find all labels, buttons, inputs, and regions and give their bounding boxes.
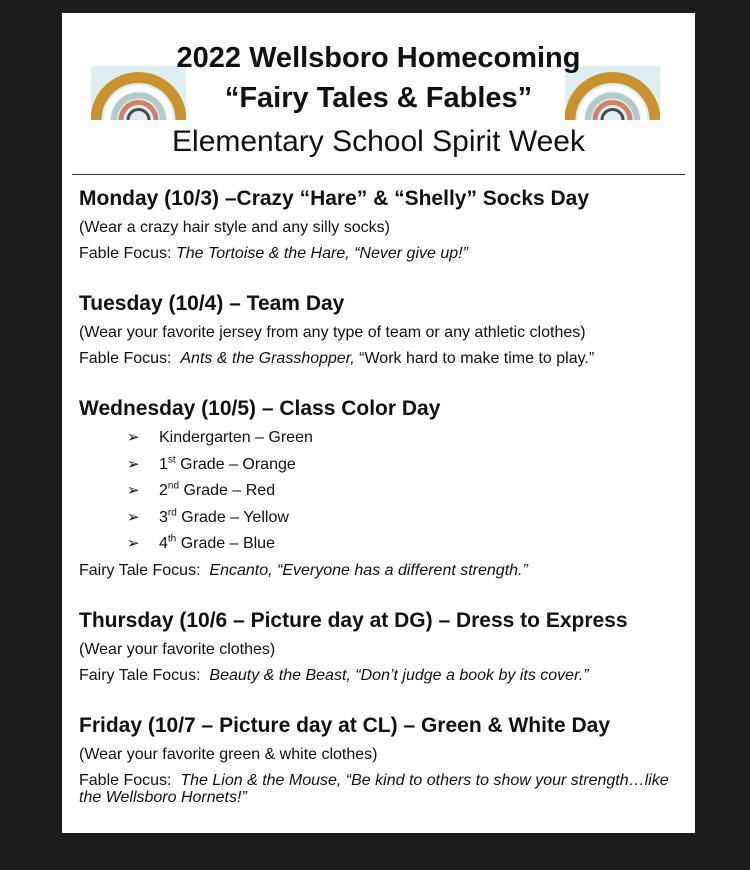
day-heading: Friday (10/7 – Picture day at CL) – Green & White Day bbox=[79, 713, 610, 737]
focus-quote: “Work hard to make time to play.” bbox=[354, 350, 595, 367]
arrow-bullet-icon: ➢ bbox=[127, 508, 140, 526]
day-heading: Tuesday (10/4) – Team Day bbox=[79, 292, 345, 315]
day-description: (Wear your favorite jersey from any type of team or any athletic clothes) bbox=[79, 324, 586, 341]
header-divider bbox=[72, 174, 685, 175]
day-focus bbox=[79, 663, 687, 689]
day-focus bbox=[79, 346, 687, 372]
day-monday bbox=[79, 185, 687, 267]
flyer-title: 2022 Wellsboro Homecoming bbox=[176, 42, 581, 74]
list-item: ➢ 4th Grade – Blue bbox=[127, 531, 687, 558]
arrow-bullet-icon: ➢ bbox=[127, 429, 140, 446]
day-friday bbox=[79, 712, 687, 806]
schedule bbox=[79, 185, 687, 829]
list-item: ➢ Kindergarten – Green bbox=[127, 425, 687, 452]
focus-text: Encanto, “Everyone has a different strength.” bbox=[209, 561, 528, 579]
day-description: (Wear your favorite green & white clothes) bbox=[79, 745, 378, 763]
arrow-bullet-icon: ➢ bbox=[127, 455, 140, 473]
focus-label: Fairy Tale Focus: bbox=[79, 561, 210, 579]
list-item: ➢ 1st Grade – Orange bbox=[127, 452, 687, 479]
focus-label: Fairy Tale Focus: bbox=[79, 666, 210, 684]
class-color-list bbox=[79, 425, 687, 558]
day-heading: Monday (10/3) –Crazy “Hare” & “Shelly” Socks Day bbox=[79, 187, 590, 210]
day-focus bbox=[79, 241, 687, 267]
focus-title: Ants & the Grasshopper, bbox=[180, 350, 355, 367]
list-item: ➢ 2nd Grade – Red bbox=[127, 478, 687, 505]
day-wednesday bbox=[79, 395, 687, 584]
day-heading: Thursday (10/6 – Picture day at DG) – Dress to Express bbox=[79, 608, 628, 632]
flyer-page bbox=[62, 13, 695, 833]
flyer-subtitle: Elementary School Spirit Week bbox=[172, 125, 585, 158]
day-focus bbox=[79, 768, 687, 806]
day-heading: Wednesday (10/5) – Class Color Day bbox=[79, 397, 441, 420]
focus-label: Fable Focus: bbox=[79, 245, 176, 262]
focus-label: Fable Focus: bbox=[79, 771, 181, 789]
focus-text: The Tortoise & the Hare, “Never give up!” bbox=[175, 245, 468, 262]
arrow-bullet-icon: ➢ bbox=[127, 482, 140, 499]
focus-text: The Lion & the Mouse, “Be kind to others to show your strength…like the Wellsboro Hornets!” bbox=[79, 771, 669, 806]
day-thursday bbox=[79, 607, 687, 689]
focus-text: Beauty & the Beast, “Don’t judge a book by its cover.” bbox=[209, 666, 589, 684]
list-item: ➢ 3rd Grade – Yellow bbox=[127, 505, 687, 532]
day-tuesday bbox=[79, 290, 687, 372]
day-description: (Wear your favorite clothes) bbox=[79, 640, 276, 658]
day-focus bbox=[79, 558, 687, 584]
arrow-bullet-icon: ➢ bbox=[127, 535, 140, 552]
day-description: (Wear a crazy hair style and any silly socks) bbox=[79, 219, 390, 236]
focus-label: Fable Focus: bbox=[79, 350, 181, 367]
flyer-header bbox=[62, 13, 695, 175]
flyer-theme: “Fairy Tales & Fables” bbox=[224, 82, 533, 114]
